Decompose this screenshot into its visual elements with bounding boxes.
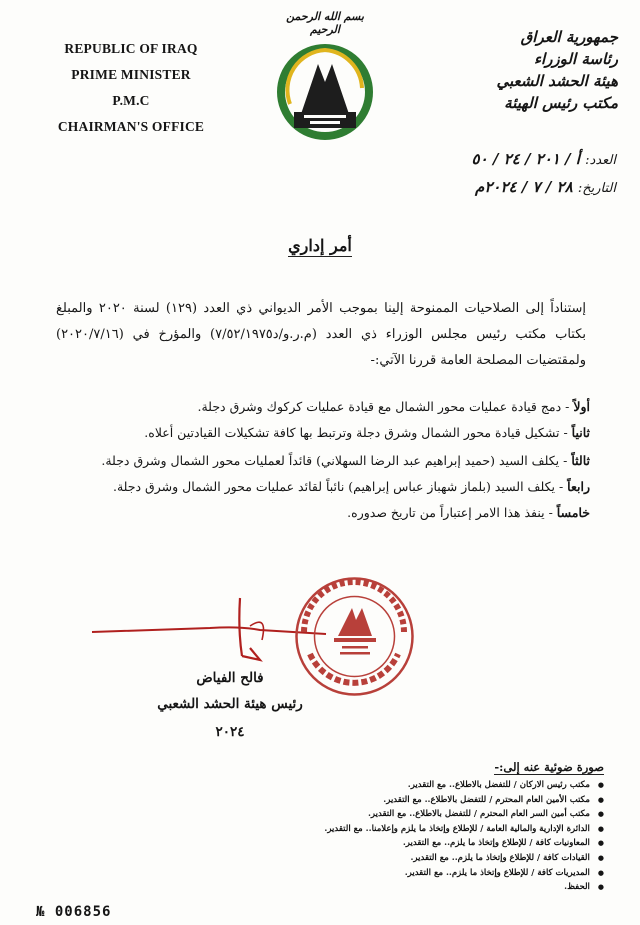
- order-item: [347, 504, 590, 522]
- cc-list-item: ● الحفظ.: [324, 880, 604, 895]
- order-item-text: - يكلف السيد (بلماز شهباز عباس إبراهيم) نائباً لقائد عمليات محور الشمال وشرق دجلة.: [112, 479, 568, 494]
- reference-date-value: ٢٨ / ٧ / ٢٠٢٤م: [475, 178, 573, 196]
- reference-date-label: التاريخ:: [577, 181, 616, 196]
- basmala: بسم الله الرحمن الرحيم: [286, 10, 364, 36]
- cc-list-item: ● مكتب أمين السر العام المحترم / للتفضل بالاطلاع.. مع التقدير.: [324, 807, 604, 822]
- header-ar-line2: رئاسة الوزراء: [533, 50, 618, 68]
- order-item-text: - دمج قيادة عمليات محور الشمال مع قيادة عمليات كركوك وشرق دجلة.: [197, 399, 574, 414]
- arabic-letterhead: [448, 26, 618, 114]
- cc-list-item: ● المديريات كافة / للإطلاع وإتخاذ ما يلزم.. مع التقدير.: [324, 866, 604, 881]
- reference-number: [472, 150, 616, 168]
- order-item-label: خامساً: [556, 505, 590, 520]
- cc-list-item: ● مكتب رئيس الاركان / للتفضل بالاطلاع.. مع التقدير.: [324, 778, 604, 793]
- reference-number-value: أ / ٢٠١ / ٢٤ / ٥٠: [471, 150, 580, 168]
- signatory-name: فالح الفياض: [196, 670, 264, 686]
- reference-date: [475, 178, 616, 196]
- cc-list: [324, 778, 604, 895]
- order-item-label: ثانياً: [571, 425, 590, 440]
- body-paragraph: إستناداً إلى الصلاحيات الممنوحة إلينا بموجب الأمر الديواني ذي العدد (١٢٩) لسنة ٢٠٢٠ والمبلغ بكتاب مكتب رئيس مجلس الوزراء ذي العدد (م.ر.و/د٧/٥٢/١٩٧٥) والمؤرخ في (٢٠٢٠/٧/١٦) ولمقتضيات المصلحة العامة قررنا الآتي:-: [56, 301, 587, 368]
- order-item-text: - تشكيل قيادة محور الشمال وشرق دجلة وترتبط بها كافة تشكيلات القيادتين أعلاه.: [144, 425, 572, 440]
- official-seal-icon: [292, 574, 417, 699]
- cc-list-item: ● الدائرة الإدارية والمالية العامة / للإطلاع وإتخاذ ما يلزم وإعلامنا.. مع التقدير.: [324, 822, 604, 837]
- reference-number-label: العدد:: [585, 153, 616, 168]
- header-en-line1: REPUBLIC OF IRAQ: [64, 41, 198, 56]
- order-item: [198, 398, 591, 416]
- hashd-logo-icon: [270, 42, 380, 142]
- english-letterhead: [36, 36, 226, 140]
- document-title-text: أمر إداري: [288, 236, 352, 255]
- document-title: [0, 236, 640, 255]
- signatory-position: رئيس هيئة الحشد الشعبي: [157, 696, 303, 712]
- order-item-label: ثالثاً: [571, 453, 590, 468]
- header-ar-line1: جمهورية العراق: [520, 28, 618, 46]
- order-item-label: أولاً: [573, 399, 590, 414]
- order-item-text: - ينفذ هذا الامر إعتباراً من تاريخ صدوره.: [347, 505, 557, 520]
- order-item: [101, 452, 590, 470]
- header-en-line2: PRIME MINISTER: [71, 67, 191, 82]
- cc-list-item: ● القيادات كافة / للإطلاع وإتخاذ ما يلزم.. مع التقدير.: [324, 851, 604, 866]
- header-en-line4: CHAIRMAN'S OFFICE: [57, 119, 205, 134]
- header-ar-line4: مكتب رئيس الهيئة: [504, 94, 618, 112]
- cc-heading: [494, 760, 604, 774]
- header-en-line3: P.M.C: [112, 93, 150, 108]
- order-item-text: - يكلف السيد (حميد إبراهيم عبد الرضا السهلاني) قائداً لعمليات محور الشمال وشرق دجلة.: [101, 453, 572, 468]
- serial-number: № 006856: [36, 904, 112, 920]
- cc-list-item: ● مكتب الأمين العام المحترم / للتفضل بالاطلاع.. مع التقدير.: [324, 793, 604, 808]
- header-ar-line3: هيئة الحشد الشعبي: [496, 72, 618, 90]
- signatory-year: ٢٠٢٤: [215, 724, 245, 740]
- order-item: [113, 478, 590, 496]
- cc-list-item: ● المعاونيات كافة / للإطلاع وإتخاذ ما يلزم.. مع التقدير.: [324, 836, 604, 851]
- cc-heading-text: صورة ضوئية عنه إلى:-: [494, 760, 604, 774]
- order-item-label: رابعاً: [567, 479, 590, 494]
- order-item: [144, 424, 590, 442]
